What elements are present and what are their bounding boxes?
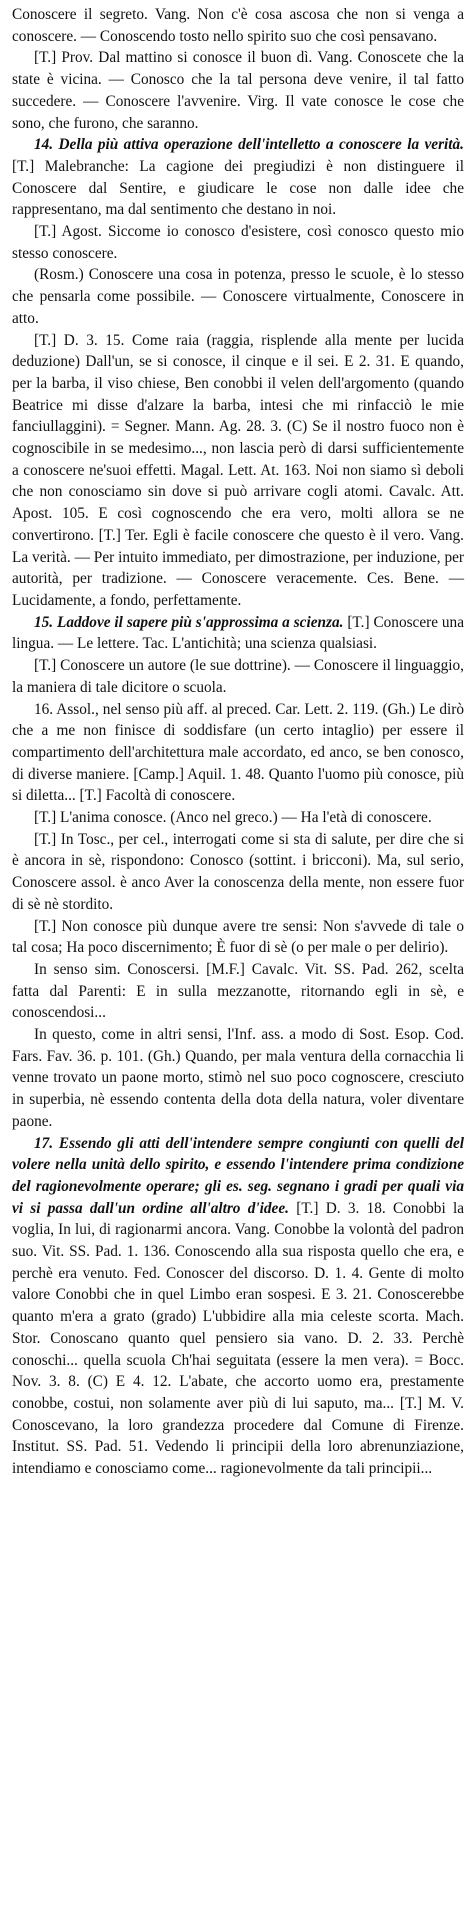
- entry-paragraph: [12, 916, 464, 959]
- section-heading: 14. Della più attiva operazione dell'intelletto a conoscere la verità.: [34, 136, 464, 154]
- paragraph-text: 16. Assol., nel senso più aff. al preced. Car. Lett. 2. 119. (Gh.) Le dirò che a me non finisce di soddisfare (un certo intaglio) per essere il compartimento dell'architettura male accordato, ed anco, se ben conosco, di diverse maniere. [Camp.] Aquil. 1. 48. Quanto l'uomo più conosce, più si diletta... [T.] Facoltà di conoscere.: [12, 700, 464, 805]
- paragraph-text: [T.] In Tosc., per cel., interrogati come si sta di salute, per dire che si è ancora in sè, rispondono: Conosco (sottint. i bricconi). Ma, sul serio, Conoscere assol. è anco Aver la conoscenza della mente, non essere fuor di sè nè stordito.: [12, 830, 464, 913]
- paragraph-text: In questo, come in altri sensi, l'Inf. ass. a modo di Sost. Esop. Cod. Fars. Fav. 36. p. 101. (Gh.) Quando, per mala ventura della cornacchia li venne trovato un paone morto, stimò nel suo poco cognoscere, cresciuto in superbia, nè essendo contenta della dota della natura, voler diventare paone.: [12, 1026, 464, 1130]
- paragraph-text: [T.] Agost. Siccome io conosco d'esistere, così conosco questo mio stesso conoscere.: [12, 223, 464, 262]
- paragraph-text: Conoscere il segreto. Vang. Non c'è cosa ascosa che non si venga a conoscere. — Conoscendo tosto nello spirito suo che così pensavano.: [12, 6, 464, 45]
- paragraph-text: (Rosm.) Conoscere una cosa in potenza, presso le scuole, è lo stesso che pensarla come possibile. — Conoscere virtualmente, Conoscere in atto.: [12, 266, 464, 327]
- dictionary-entry-text: [12, 4, 464, 1480]
- paragraph-text: [T.] D. 3. 18. Conobbi la voglia, In lui, di ragionarmi ancora. Vang. Conobbe la volontà del padron suo. Vit. SS. Pad. 1. 136. Conoscendo alla sua risposta quello che era, e perchè era venuto. Fed. Conoscer del discorso. D. 1. 4. Gente di molto valore Conobbi che in quel Limbo eran sospesi. E 3. 21. Conoscerebbe quanto m'era a grato (grado) L'ubbidire alla mia celeste scorta. Mach. Stor. Conoscano quanto quel pensiero sia vano. D. 2. 33. Perchè conoschi... quella scuola Ch'hai seguitata (essere la men vera). = Bocc. Nov. 3. 8. (C) E 4. 12. L'abate, che accorto uomo era, prestamente conobbe, costui, non solamente aver più di lui saputo, ma... [T.] M. V. Conoscevano, la loro grandezza procedere dal Comune di Firenze. Institut. SS. Pad. 51. Vedendo li principii della loro abrenunziazione, intendiamo e conosciamo come... ragionevolmente da tali principii...: [12, 1199, 464, 1478]
- entry-paragraph: [12, 655, 464, 698]
- entry-paragraph: [12, 221, 464, 264]
- entry-paragraph: [12, 807, 464, 829]
- paragraph-text: [T.] Prov. Dal mattino si conosce il buon dì. Vang. Conoscete che la state è vicina. — Conosco che la tal persona deve venire, il tal fatto succedere. — Conoscere l'avvenire. Virg. Il vate conosce le cose che sono, che furono, che saranno.: [12, 49, 464, 132]
- paragraph-text: [T.] Malebranche: La cagione dei pregiudizi è non distinguere il Conoscere dal Sentire, e giudicare le cose non dalle idee che rappresentano, ma dal sentimento che destano in noi.: [12, 157, 464, 219]
- entry-paragraph: [12, 264, 464, 329]
- entry-paragraph: [12, 959, 464, 1024]
- entry-paragraph: [12, 612, 464, 655]
- entry-paragraph: [12, 699, 464, 808]
- entry-paragraph: [12, 1024, 464, 1133]
- paragraph-text: [T.] Conoscere un autore (le sue dottrine). — Conoscere il linguaggio, la maniera di tale dicitore o scuola.: [12, 657, 464, 696]
- entry-paragraph: [12, 1133, 464, 1480]
- section-heading: 15. Laddove il sapere più s'approssima a scienza.: [34, 613, 344, 631]
- entry-paragraph: [12, 330, 464, 612]
- paragraph-text: In senso sim. Conoscersi. [M.F.] Cavalc. Vit. SS. Pad. 262, scelta fatta dal Parenti: E in sulla mezzanotte, ritornando egli in sè, e conoscendosi...: [12, 960, 464, 1022]
- entry-paragraph: [12, 47, 464, 134]
- paragraph-text: [T.] L'anima conosce. (Anco nel greco.) — Ha l'età di conoscere.: [34, 809, 432, 827]
- entry-paragraph: [12, 4, 464, 47]
- section-heading: 17. Essendo gli atti dell'intendere sempre congiunti con quelli del volere nella unità dello spirito, e essendo l'intendere prima condizione del ragionevolmente operare; gli es. seg. segnano i gradi per quali via vi si passa dall'un ordine all'altro d'idee.: [12, 1134, 464, 1217]
- entry-paragraph: [12, 829, 464, 916]
- entry-paragraph: [12, 134, 464, 221]
- paragraph-text: [T.] Non conosce più dunque avere tre sensi: Non s'avvede di tale o tal cosa; Ha poco discernimento; È fuor di sè (o per male o per delirio).: [12, 917, 464, 957]
- paragraph-text: [T.] D. 3. 15. Come raia (raggia, risplende alla mente per lucida deduzione) Dall'un, se si conosce, il cinque e il sei. E 2. 31. E quando, per la barba, il viso chiese, Ben conobbi il velen dell'argomento (quando Beatrice mi disse d'alzare la barba, intesi che mi rinfacciò le mie fanciullaggini). = Segner. Mann. Ag. 28. 3. (C) Se il nostro fuoco non è cognoscibile in se medesimo..., non lascia però di darsi sufficientemente a conoscere ne'suoi effetti. Magal. Lett. At. 163. Noi non siamo sì deboli che non conosciamo sin dove si può arrivare cogli atomi. Cavalc. Att. Apost. 105. E così cognoscendo che era vero, molti allora se ne convertirono. [T.] Ter. Egli è facile conoscere che questo è il vero. Vang. La verità. — Per intuito immediato, per dimostrazione, per induzione, per autorità, per tradizione. — Conoscere veracemente. Ces. Bene. — Lucidamente, a fondo, perfettamente.: [12, 331, 464, 609]
- paragraph-text: [T.] Conoscere una lingua. — Le lettere. Tac. L'antichità; una scienza qualsiasi.: [12, 613, 464, 653]
